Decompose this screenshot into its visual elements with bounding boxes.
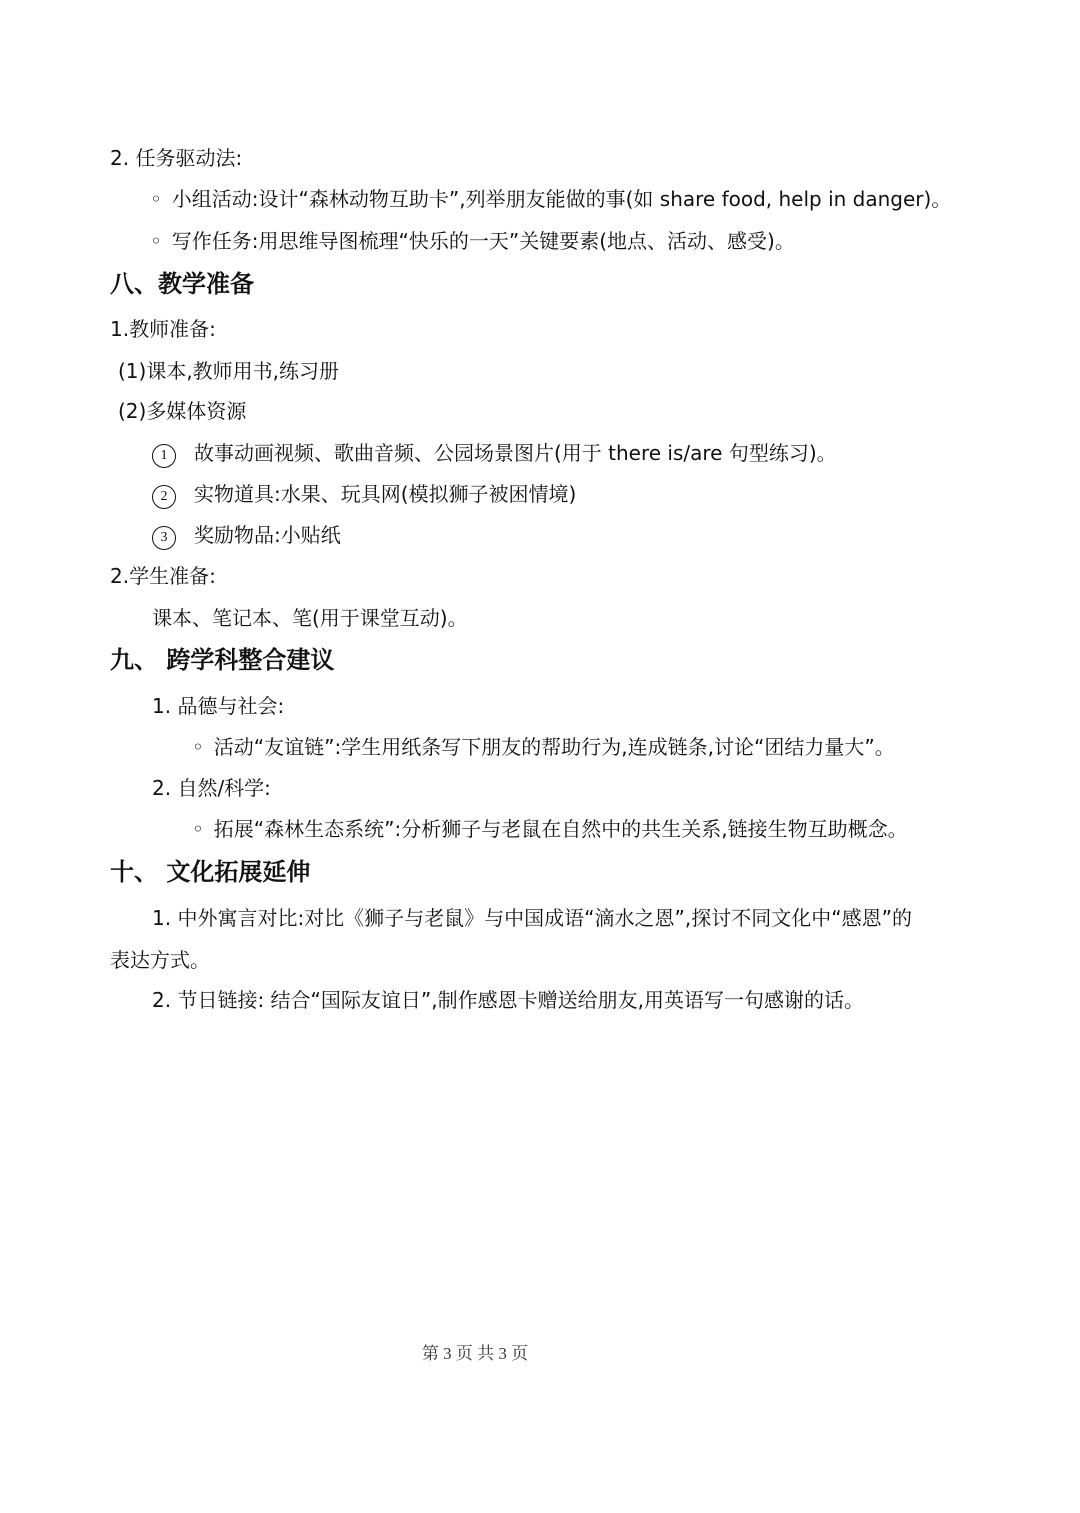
multimedia-subitem-2	[152, 480, 576, 509]
teacher-prep-item-1: (1)课本,教师用书,练习册	[118, 359, 340, 383]
section-heading-cross-subject: 九、 跨学科整合建议	[110, 646, 335, 674]
circled-number-icon: 3	[152, 526, 176, 550]
student-prep-title: 2.学生准备:	[110, 564, 216, 588]
list-item-writing-task	[150, 227, 795, 255]
page-number-footer: 第 3 页 共 3 页	[421, 1344, 529, 1363]
subitem-text: 故事动画视频、歌曲音频、公园场景图片(用于 there is/are 句型练习)。	[194, 441, 837, 465]
section-heading-teaching-prep: 八、教学准备	[110, 270, 254, 298]
bullet-icon: ◦	[192, 735, 204, 759]
teacher-prep-item-2: (2)多媒体资源	[118, 399, 247, 423]
moral-society-title: 1. 品德与社会:	[152, 694, 285, 718]
list-item-text: 活动“友谊链”:学生用纸条写下朋友的帮助行为,连成链条,讨论“团结力量大”。	[213, 735, 895, 759]
holiday-link-text: 2. 节日链接: 结合“国际友谊日”,制作感恩卡赠送给朋友,用英语写一句感谢的话。	[152, 988, 864, 1012]
list-item-text: 拓展“森林生态系统”:分析狮子与老鼠在自然中的共生关系,链接生物互助概念。	[213, 817, 908, 841]
multimedia-subitem-1	[152, 439, 837, 468]
subitem-text: 实物道具:水果、玩具网(模拟狮子被困情境)	[194, 482, 577, 506]
list-item-friendship-chain	[192, 733, 895, 761]
task-method-title: 2. 任务驱动法:	[110, 146, 243, 170]
section-heading-culture-extension: 十、 文化拓展延伸	[110, 858, 311, 886]
circled-number-icon: 1	[152, 444, 176, 468]
bullet-icon: ◦	[150, 229, 162, 253]
list-item-text: 小组活动:设计“森林动物互助卡”,列举朋友能做的事(如 share food, help in danger)。	[171, 187, 952, 211]
list-item-text: 写作任务:用思维导图梳理“快乐的一天”关键要素(地点、活动、感受)。	[171, 229, 795, 253]
bullet-icon: ◦	[150, 187, 162, 211]
multimedia-subitem-3	[152, 521, 341, 550]
nature-science-title: 2. 自然/科学:	[152, 776, 271, 800]
subitem-text: 奖励物品:小贴纸	[194, 523, 341, 547]
bullet-icon: ◦	[192, 817, 204, 841]
circled-number-icon: 2	[152, 485, 176, 509]
teacher-prep-title: 1.教师准备:	[110, 317, 216, 341]
fable-comparison-line-2: 表达方式。	[110, 948, 210, 972]
list-item-group-activity	[150, 185, 951, 213]
student-prep-text: 课本、笔记本、笔(用于课堂互动)。	[152, 606, 468, 630]
fable-comparison-line-1: 1. 中外寓言对比:对比《狮子与老鼠》与中国成语“滴水之恩”,探讨不同文化中“感恩”的	[152, 906, 912, 930]
list-item-forest-ecosystem	[192, 815, 908, 843]
